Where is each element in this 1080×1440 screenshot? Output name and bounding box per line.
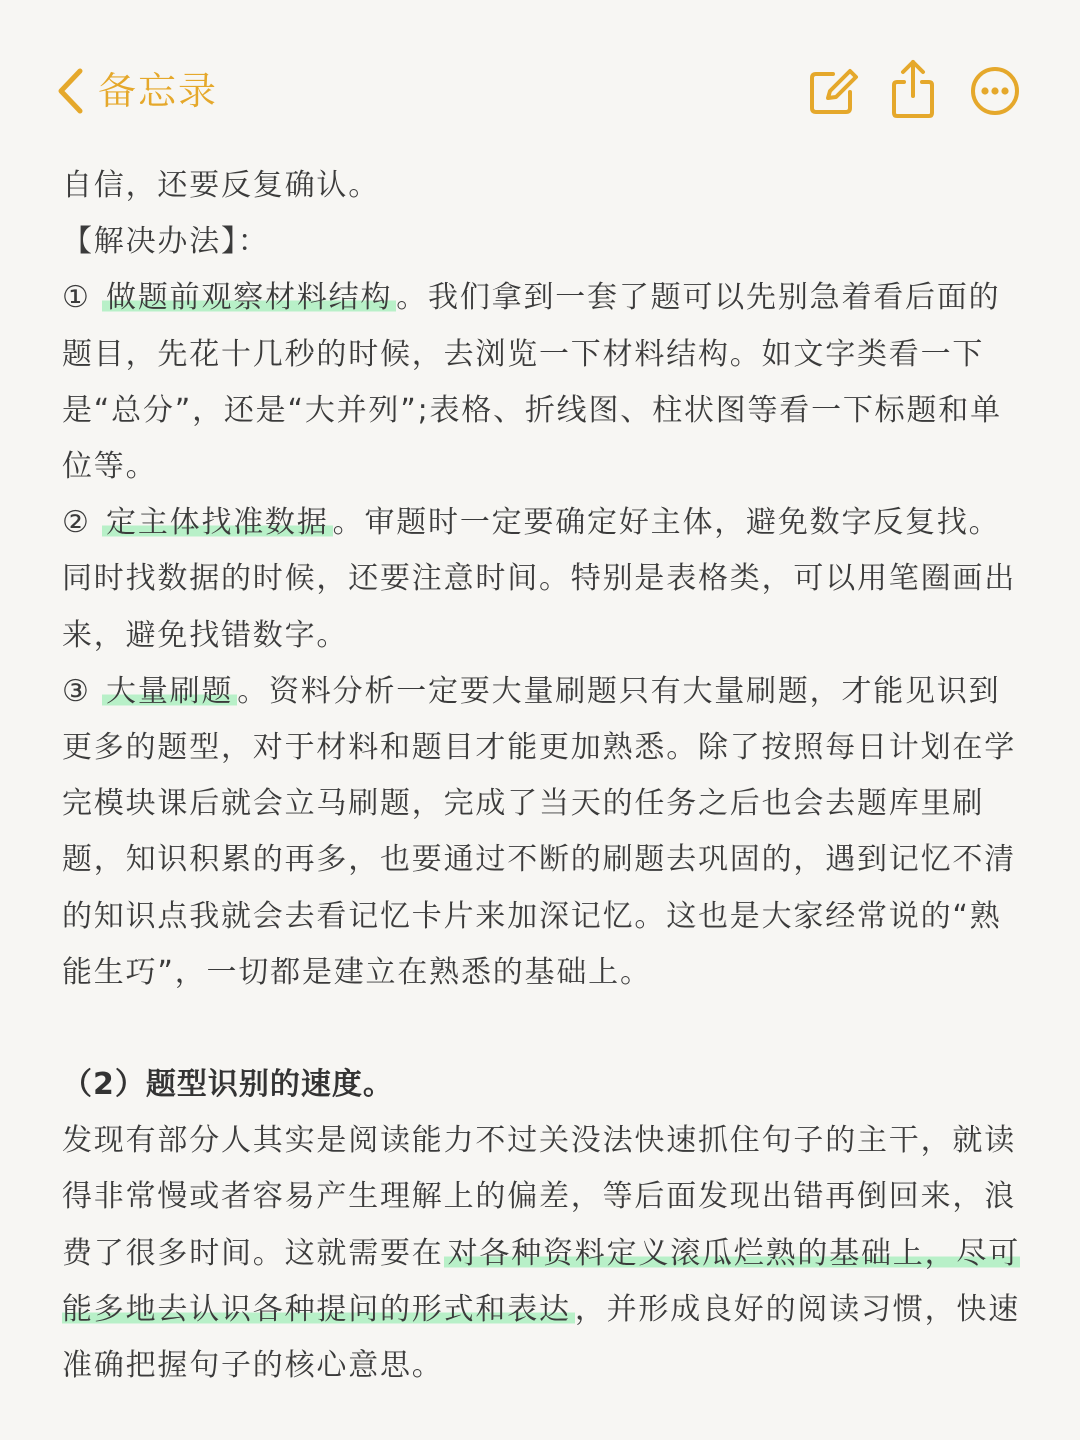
highlighted-text: 对各种资料定义滚瓜烂熟的基础上，尽可能多地去认识各种提问的形式和表达 — [62, 1235, 1021, 1327]
item-text: 。审题时一定要确定好主体，避免数字反复找。同时找数据的时候，还要注意时间。特别是表格类，可以用笔圈画出来，避免找错数字。 — [62, 505, 1016, 653]
item-number: ② — [62, 505, 91, 541]
solution-item-2 — [62, 495, 1022, 664]
more-icon[interactable] — [968, 64, 1022, 118]
spacer — [62, 1001, 1022, 1057]
back-label: 备忘录 — [98, 69, 219, 113]
item-number: ① — [62, 280, 91, 316]
item-text: 。我们拿到一套了题可以先别急着看后面的题目，先花十几秒的时候，去浏览一下材料结构。如文字类看一下是“总分”，还是“大并列”;表格、折线图、柱状图等看一下标题和单位等。 — [62, 280, 1002, 485]
back-button[interactable] — [56, 66, 218, 116]
navigation-bar — [0, 0, 1080, 150]
solution-item-3 — [62, 664, 1022, 1001]
share-icon[interactable] — [886, 58, 940, 112]
note-body[interactable] — [62, 158, 1022, 1394]
chevron-left-icon — [56, 68, 84, 114]
paragraph-text: ，并形成良好的阅读习惯，快速准确把握句子的核心意思。 — [62, 1291, 1021, 1384]
section-paragraph — [62, 1113, 1022, 1394]
highlighted-text: 做题前观察材料结构 — [102, 280, 396, 315]
highlighted-text: 定主体找准数据 — [102, 505, 333, 540]
highlighted-text: 大量刷题 — [102, 674, 237, 709]
item-text: 。资料分析一定要大量刷题只有大量刷题，才能见识到更多的题型，对于材料和题目才能更加熟悉。除了按照每日计划在学完模块课后就会立马刷题，完成了当天的任务之后也会去题库里刷题，知识积累的再多，也要通过不断的刷题去巩固的，遇到记忆不清的知识点我就会去看记忆卡片来加深记忆。这也是大家经常说的“熟能生巧”，一切都是建立在熟悉的基础上。 — [62, 673, 1016, 990]
note-line: 自信，还要反复确认。 — [62, 168, 380, 203]
compose-icon[interactable] — [806, 64, 860, 118]
paragraph-text: 发现有部分人其实是阅读能力不过关没法快速抓住句子的主干，就读得非常慢或者容易产生理解上的偏差，等后面发现出错再倒回来，浪费了很多时间。这就需要在 — [62, 1123, 1016, 1271]
solution-label: 【解决办法】： — [62, 224, 270, 260]
solution-item-1 — [62, 270, 1022, 495]
section-heading: （2）题型识别的速度。 — [62, 1067, 394, 1103]
item-number: ③ — [62, 673, 91, 709]
